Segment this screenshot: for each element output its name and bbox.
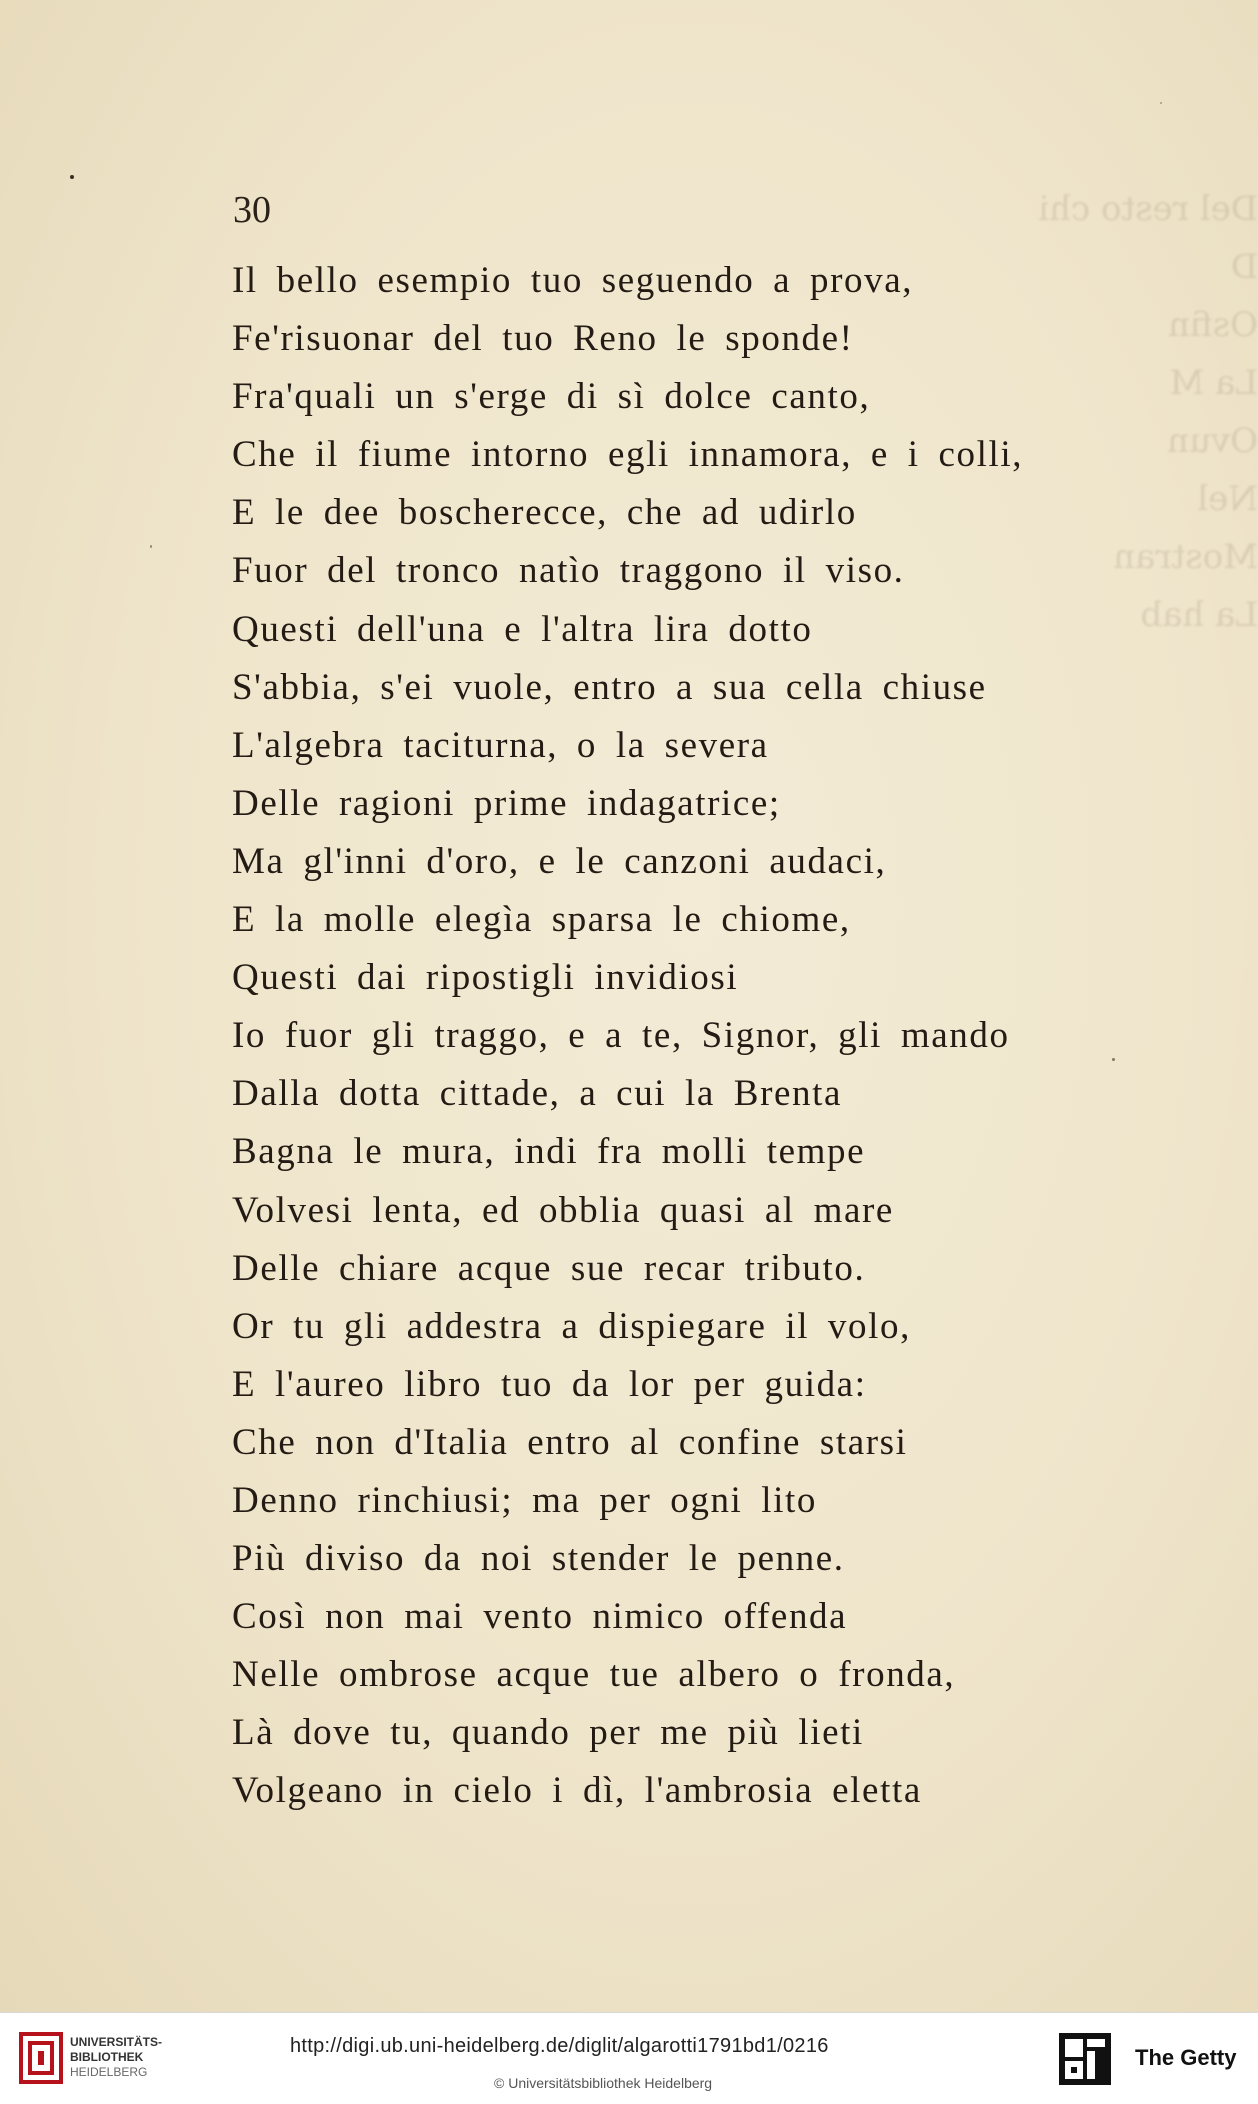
poem-line: Là dove tu, quando per me più lieti [232, 1712, 864, 1754]
paper-speck [150, 545, 152, 548]
library-name-line: HEIDELBERG [70, 2065, 148, 2079]
university-library-logo-icon [18, 2031, 64, 2085]
poem-line: Questi dai ripostigli invidiosi [232, 957, 739, 999]
library-name-line: BIBLIOTHEK [70, 2050, 144, 2064]
poem-line: S'abbia, s'ei vuole, entro a sua cella chiuse [232, 666, 987, 708]
poem-line: Volgeano in cielo i dì, l'ambrosia eletta [232, 1770, 922, 1812]
poem-line: Bagna le mura, indi fra molli tempe [232, 1131, 866, 1173]
poem-line: Fe'risuonar del tuo Reno le sponde! [232, 318, 854, 360]
poem-line: Più diviso da noi stender le penne. [232, 1538, 845, 1580]
poem-line: Volvesi lenta, ed obblia quasi al mare [232, 1189, 894, 1231]
page-number: 30 [233, 189, 271, 231]
library-name-line: UNIVERSITÄTS- [70, 2035, 163, 2049]
footer-bar [0, 2012, 1258, 2104]
poem-line: L'algebra taciturna, o la severa [232, 724, 769, 766]
poem-line: Or tu gli addestra a dispiegare il volo, [232, 1305, 911, 1347]
paper-speck [70, 175, 74, 179]
poem-line: Che il fiume intorno egli innamora, e i colli, [232, 434, 1024, 476]
poem-line: Delle chiare acque sue recar tributo. [232, 1247, 866, 1289]
poem-line: Nelle ombrose acque tue albero o fronda, [232, 1654, 956, 1696]
poem-line: Fra'quali un s'erge di sì dolce canto, [232, 376, 871, 418]
poem-line: Io fuor gli traggo, e a te, Signor, gli mando [232, 1015, 1010, 1057]
poem-text [232, 252, 1132, 1821]
poem-line: Che non d'Italia entro al confine starsi [232, 1421, 908, 1463]
paper-speck [1160, 102, 1162, 104]
poem-line: Delle ragioni prime indagatrice; [232, 782, 781, 824]
poem-line: Questi dell'una e l'altra lira dotto [232, 608, 813, 650]
show-through-text: Del resto chi D Osfin La M Ovun Nel Mostran La hab [1038, 189, 1258, 635]
poem-line: Dalla dotta cittade, a cui la Brenta [232, 1073, 843, 1115]
paper-speck [1112, 1058, 1115, 1061]
university-library-name [70, 2035, 162, 2080]
getty-logo-icon [1057, 2031, 1113, 2087]
copyright-notice: © Universitätsbibliothek Heidelberg [494, 2075, 713, 2091]
source-url-link[interactable]: http://digi.ub.uni-heidelberg.de/diglit/algarotti1791bd1/0216 [290, 2035, 829, 2057]
poem-line: E la molle elegìa sparsa le chiome, [232, 899, 851, 941]
poem-line: Fuor del tronco natìo traggono il viso. [232, 550, 905, 592]
poem-line: E le dee boscherecce, che ad udirlo [232, 492, 857, 534]
poem-line: Denno rinchiusi; ma per ogni lito [232, 1479, 818, 1521]
poem-line: Il bello esempio tuo seguendo a prova, [232, 260, 914, 301]
getty-name: The Getty [1135, 2045, 1237, 2070]
poem-line: E l'aureo libro tuo da lor per guida: [232, 1363, 867, 1405]
poem-line: Così non mai vento nimico offenda [232, 1596, 848, 1638]
poem-line: Ma gl'inni d'oro, e le canzoni audaci, [232, 840, 887, 882]
